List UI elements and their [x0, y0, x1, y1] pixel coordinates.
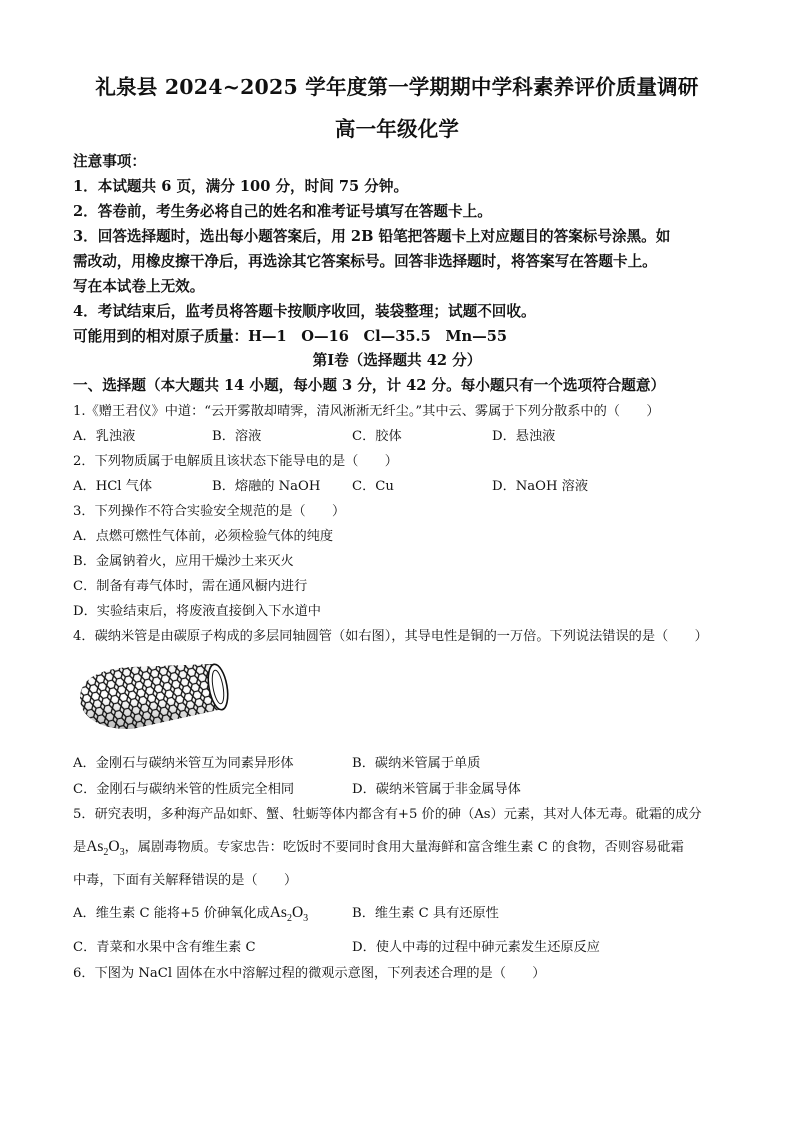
q1-stem: 1.《赠王君仪》中道：“云开雾散却晴霁，清风淅淅无纤尘。”其中云、雾属于下列分散系中的（ ）	[73, 404, 660, 419]
formula-as: As	[269, 904, 287, 921]
exam-subtitle: 高一年级化学	[334, 117, 460, 141]
q2-option-b: B．熔融的 NaOH	[212, 479, 321, 494]
q2-option-c: C．Cu	[352, 479, 394, 494]
formula-o: O	[108, 838, 120, 855]
q6-stem: 6．下图为 NaCl 固体在水中溶解过程的微观示意图，下列表述合理的是（ ）	[73, 966, 546, 981]
q5-stem-line-3: 中毒，下面有关解释错误的是（ ）	[73, 873, 298, 888]
carbon-nanotube-image	[72, 658, 232, 738]
q4-option-b: B．碳纳米管属于单质	[352, 756, 481, 771]
q5-option-a-formula	[269, 904, 309, 925]
note-3-line-3: 写在本试卷上无效。	[73, 278, 205, 295]
q5-option-b: B．维生素 C 具有还原性	[352, 906, 499, 921]
formula-sub-2: 2	[103, 847, 109, 859]
q2-option-a: A．HCl 气体	[73, 479, 153, 494]
section-heading: 一、选择题（本大题共 14 小题，每小题 3 分，计 42 分。每小题只有一个选项符合题意）	[73, 377, 666, 394]
q1-option-b: B．溶液	[212, 429, 262, 444]
atomic-masses: 可能用到的相对原子质量：H—1 O—16 Cl—35.5 Mn—55	[73, 328, 508, 345]
q5-stem-line-1: 5．研究表明，多种海产品如虾、蟹、牡蛎等体内都含有+5 价的砷（As）元素，其对人体无毒。砒霜的成分	[73, 807, 702, 822]
formula-sub-3: 3	[119, 847, 125, 859]
q3-option-c: C．制备有毒气体时，需在通风橱内进行	[73, 579, 308, 594]
q5-option-a	[73, 902, 308, 924]
q5-option-d: D．使人中毒的过程中砷元素发生还原反应	[352, 940, 600, 955]
q1-option-a: A．乳浊液	[73, 429, 136, 444]
formula-as: As	[86, 838, 104, 855]
note-3-line-2: 需改动，用橡皮擦干净后，再选涂其它答案标号。回答非选择题时，将答案写在答题卡上。	[73, 253, 657, 270]
q2-stem: 2．下列物质属于电解质且该状态下能导电的是（ ）	[73, 454, 398, 469]
note-3-line-1: 3．回答选择题时，选出每小题答案后，用 2B 铅笔把答题卡上对应题目的答案标号涂黑。如	[73, 228, 671, 245]
note-1: 1．本试题共 6 页，满分 100 分，时间 75 分钟。	[73, 178, 409, 195]
part-one-heading: 第Ⅰ卷（选择题共 42 分）	[312, 352, 482, 369]
q5-stem-prefix: 是	[73, 840, 87, 855]
q5-option-a-text: A．维生素 C 能将+5 价砷氧化成	[73, 906, 270, 921]
q3-option-b: B．金属钠着火，应用干燥沙土来灭火	[73, 554, 294, 569]
note-2: 2．答卷前，考生务必将自己的姓名和准考证号填写在答题卡上。	[73, 203, 492, 220]
q3-option-d: D．实验结束后，将废液直接倒入下水道中	[73, 604, 321, 619]
q4-option-a: A．金刚石与碳纳米管互为同素异形体	[73, 756, 294, 771]
q4-option-c: C．金刚石与碳纳米管的性质完全相同	[73, 782, 295, 797]
q5-formula-as2o3	[86, 838, 125, 859]
notes-heading: 注意事项：	[73, 153, 146, 170]
formula-o: O	[291, 904, 304, 921]
q5-option-c: C．青菜和水果中含有维生素 C	[73, 940, 256, 955]
note-4: 4．考试结束后，监考员将答题卡按顺序收回，装袋整理；试题不回收。	[73, 303, 536, 320]
q1-option-c: C．胶体	[352, 429, 402, 444]
q1-option-d: D．悬浊液	[492, 429, 556, 444]
exam-title: 礼泉县 2024~2025 学年度第一学期期中学科素养评价质量调研	[95, 75, 699, 99]
formula-sub-2: 2	[286, 913, 292, 925]
q5-stem-suffix: ，属剧毒物质。专家忠告：吃饭时不要同时食用大量海鲜和富含维生素 C 的食物，否则容易砒霜	[124, 840, 684, 855]
q3-stem: 3．下列操作不符合实验安全规范的是（ ）	[73, 504, 346, 519]
q4-option-d: D．碳纳米管属于非金属导体	[352, 782, 521, 797]
q3-option-a: A．点燃可燃性气体前，必须检验气体的纯度	[73, 529, 334, 544]
q4-stem: 4．碳纳米管是由碳原子构成的多层同轴圆管（如右图），其导电性是铜的一万倍。下列说法错误的是（ ）	[73, 629, 708, 644]
q5-stem-line-2	[73, 836, 684, 858]
formula-sub-3: 3	[303, 913, 309, 925]
q2-option-d: D．NaOH 溶液	[492, 479, 589, 494]
